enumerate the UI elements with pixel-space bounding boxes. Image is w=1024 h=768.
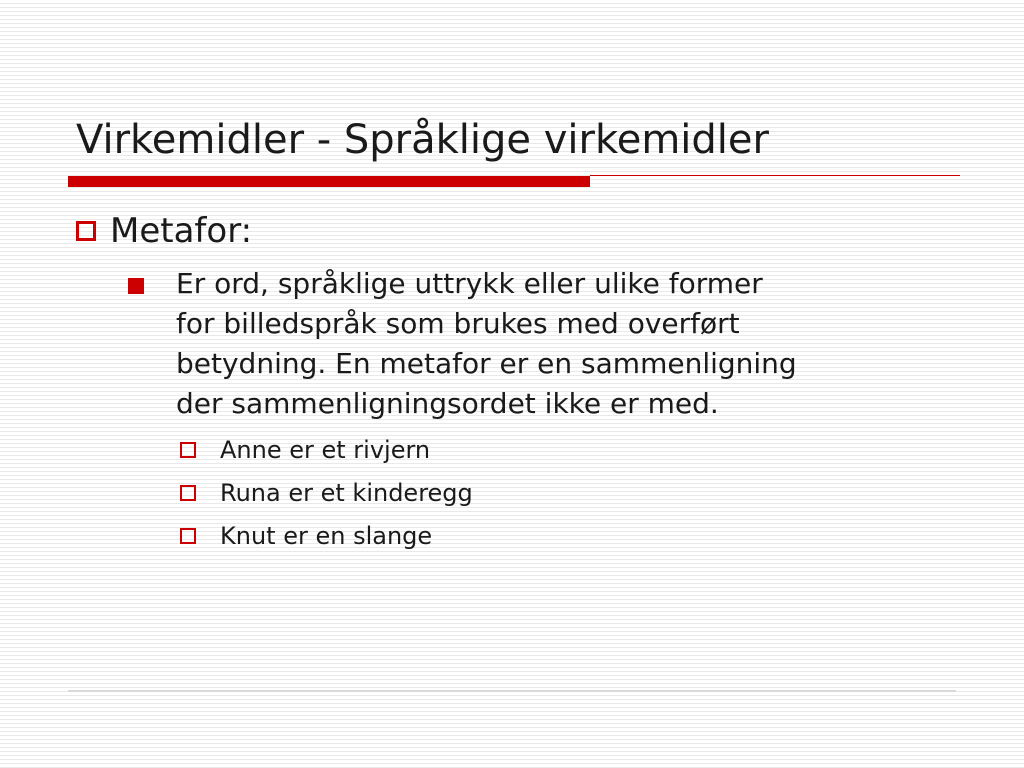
example-item-text: Runa er et kinderegg: [220, 479, 473, 507]
filled-square-bullet-icon: [128, 278, 144, 294]
bullet-level2-line: Er ord, språklige uttrykk eller ulike former: [176, 267, 763, 300]
hollow-square-bullet-icon: [180, 485, 196, 501]
example-item: [180, 432, 430, 468]
bullet-level2-line: betydning. En metafor er en sammenligning: [176, 347, 797, 380]
bullet-level1: [76, 207, 252, 255]
footer-divider: [68, 690, 956, 692]
hollow-square-bullet-icon: [180, 528, 196, 544]
example-item: [180, 475, 473, 511]
example-item: [180, 518, 432, 554]
hollow-square-bullet-icon: [180, 442, 196, 458]
bullet-level1-text: Metafor:: [110, 211, 253, 251]
hollow-square-bullet-icon: [76, 221, 96, 241]
title-accent-line: [590, 175, 960, 176]
example-item-text: Knut er en slange: [220, 522, 433, 550]
title-accent-bar: [68, 176, 590, 187]
bullet-level2-text: [176, 264, 797, 424]
bullet-level2-line: for billedspråk som brukes med overført: [176, 307, 740, 340]
example-item-text: Anne er et rivjern: [220, 436, 431, 464]
bullet-level2-line: der sammenligningsordet ikke er med.: [176, 387, 719, 420]
slide-title: Virkemidler - Språklige virkemidler: [76, 117, 769, 163]
